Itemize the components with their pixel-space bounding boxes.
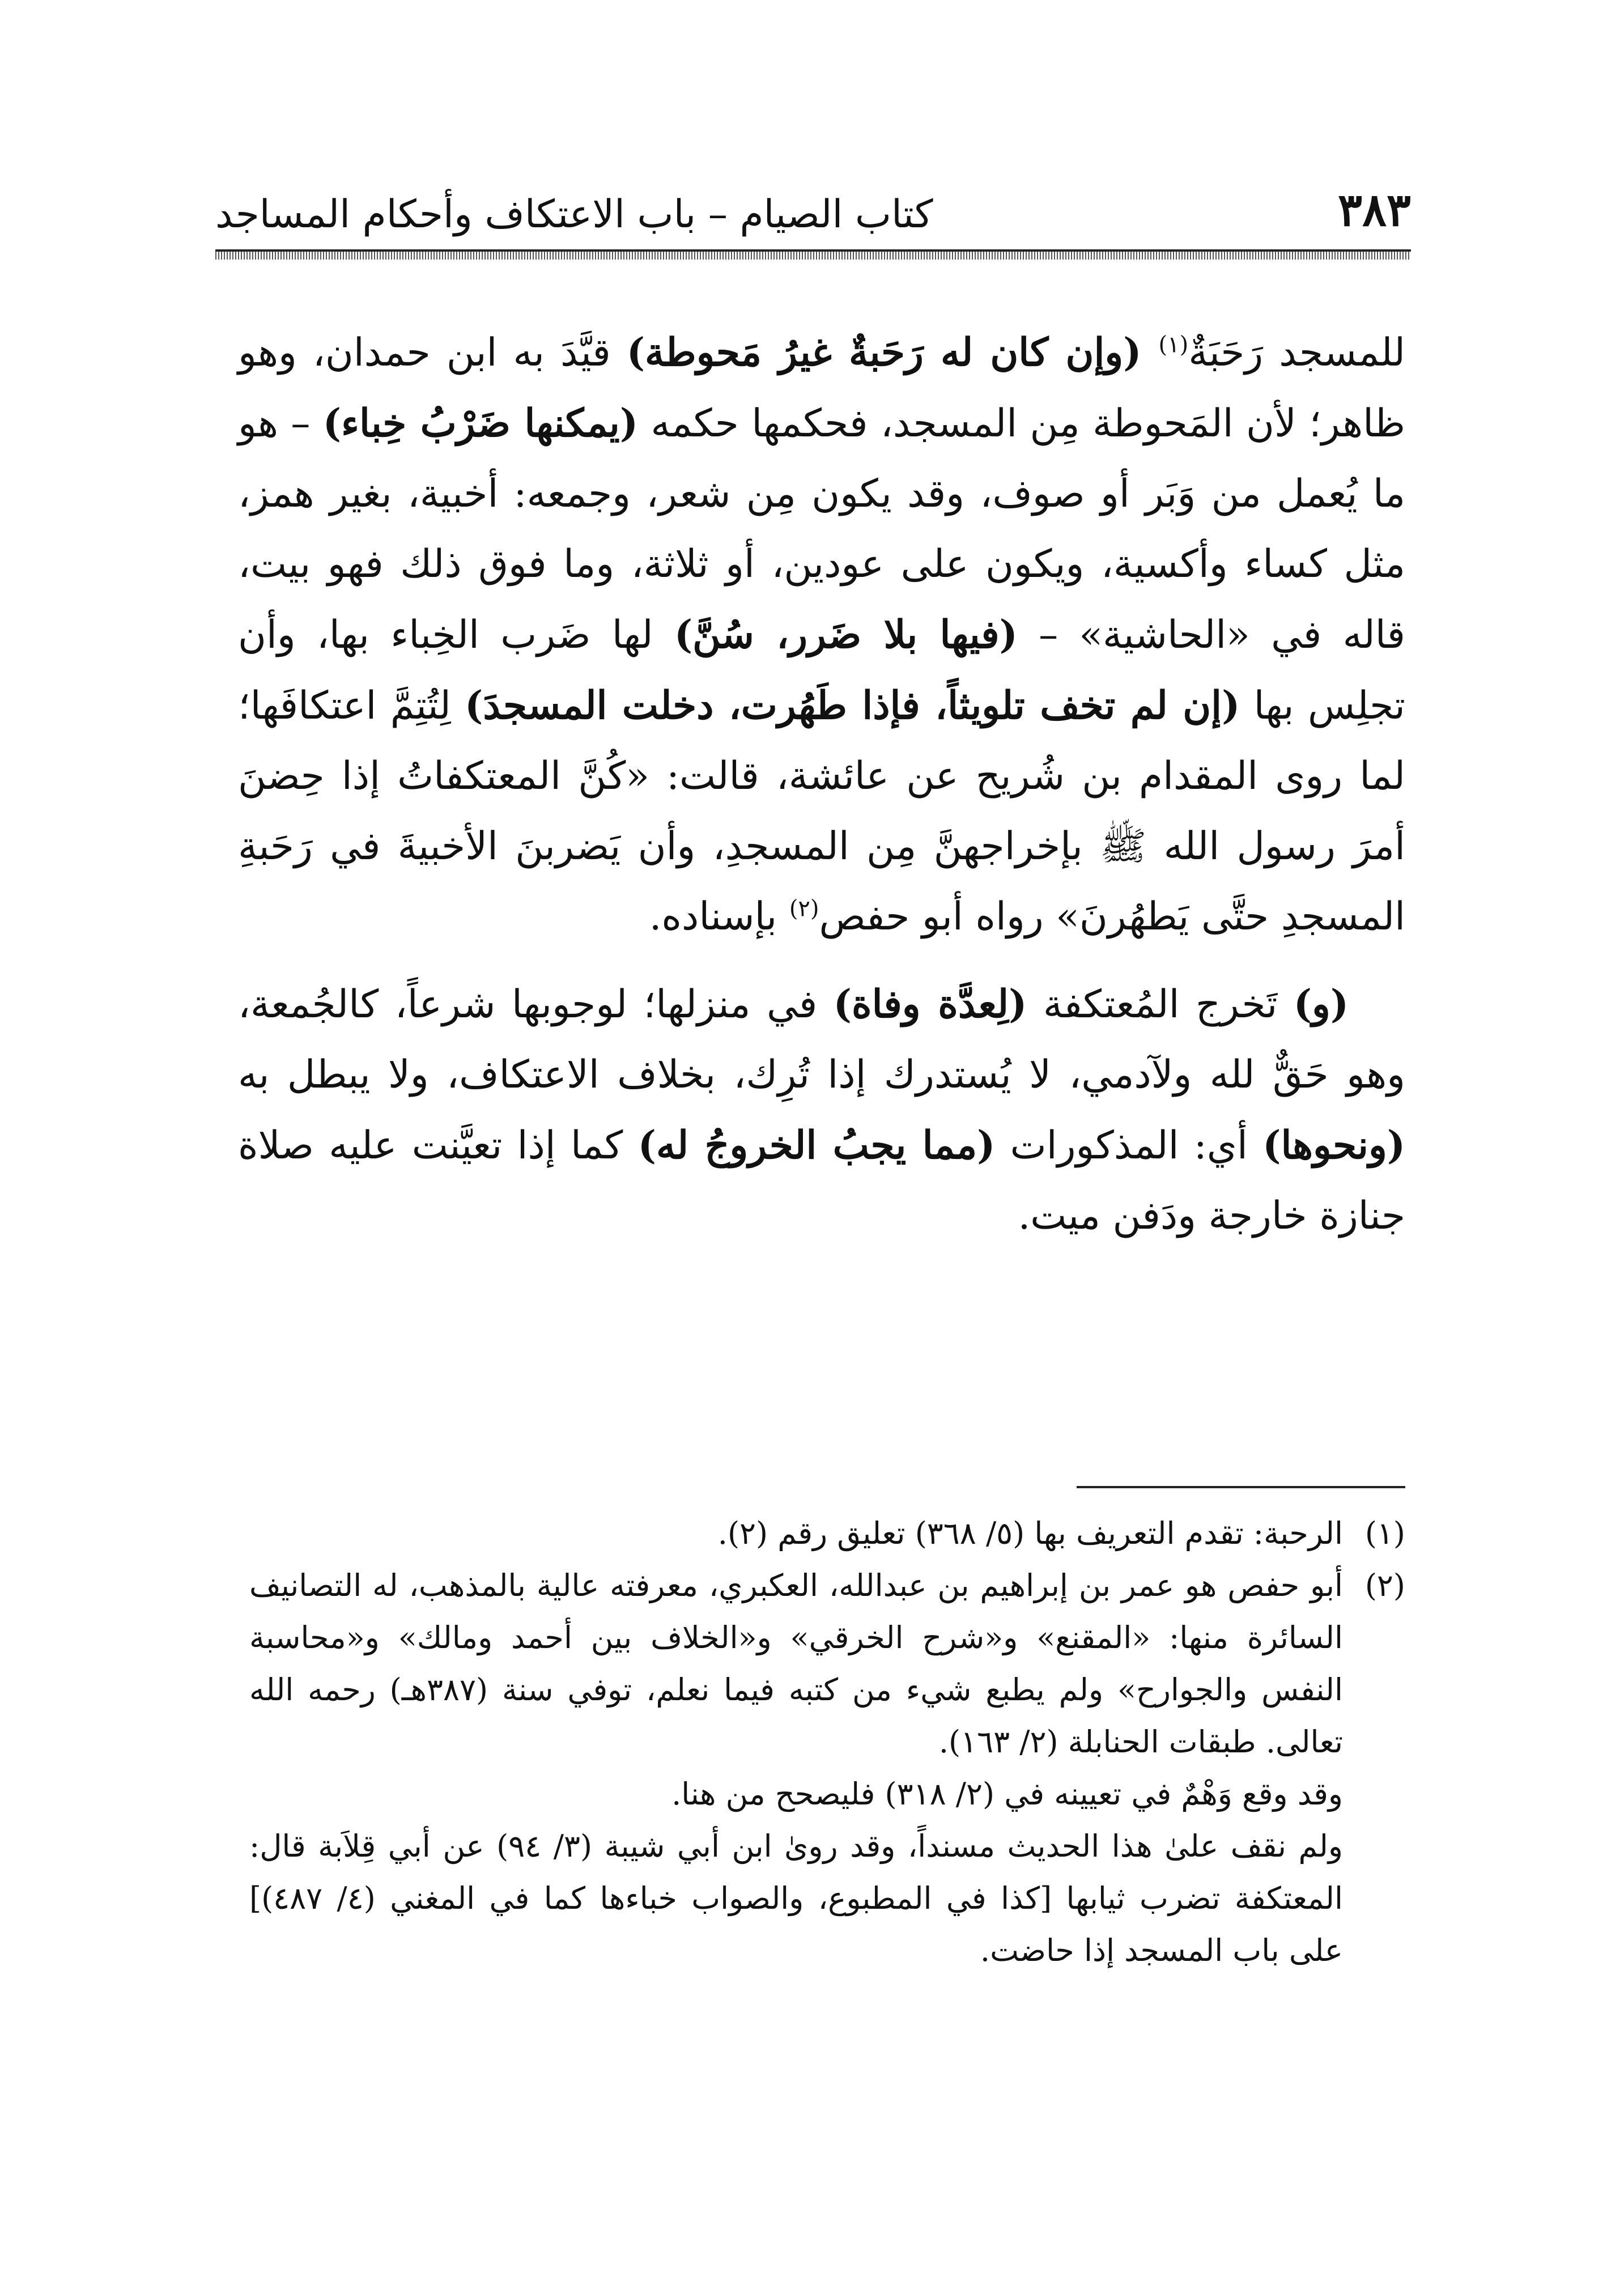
page-number: ٣٨٣ <box>1338 183 1411 236</box>
matn-bold-text: (و) <box>1293 982 1349 1027</box>
commentary-text: تَخرج المُعتكفة <box>1027 982 1294 1027</box>
footnote-number: (١) <box>1364 1515 1405 1551</box>
footnote-text: الرحبة: تقدم التعريف بها (٥/ ٣٦٨) تعليق رقم (٢). <box>717 1515 1343 1551</box>
commentary-text: قيَّدَ به ابن حمدان، وهو ظاهر؛ لأن المَحوطة مِن المسجد، فحكمها حكمه <box>238 330 1406 446</box>
page-header <box>215 170 1411 249</box>
footnote-text: أبو حفص هو عمر بن إبراهيم بن عبدالله، العكبري، معرفته عالية بالمذهب، له التصانيف السائرة منها: «المقنع» و«شرح الخرقي» و«الخلاف بين أحمد ومالك» و«محاسبة النفس والجوارح» ولم يطبع شيء من كتبه فيما نعلم، توفي سنة (٣٨٧هـ) رحمه الله تعالى. طبقات الحنابلة (٢/ ١٦٣). <box>249 1568 1343 1760</box>
paragraph-1 <box>238 317 1405 952</box>
matn-bold-text: (وإن كان له رَحَبةٌ غيرُ مَحوطة) <box>626 330 1159 375</box>
matn-bold-text: (يمكنها ضَرْبُ خِباء) <box>322 401 639 446</box>
matn-bold-text: (ونحوها) <box>1262 1123 1405 1168</box>
footnotes <box>249 1508 1405 1977</box>
commentary-text: في منزلها؛ لوجوبها شرعاً، كالجُمعة، وهو حَقٌّ لله ولآدمي، لا يُستدرك إذا تُرِك، بخلاف الاعتكاف، ولا يبطل به <box>238 982 1405 1097</box>
footnote <box>249 1508 1405 1560</box>
footnote-separator <box>1077 1486 1405 1488</box>
header-rule <box>215 249 1411 260</box>
commentary-text: كما إذا تعيَّنت عليه صلاة جنازة خارجة ودَفن ميت. <box>238 1123 1405 1238</box>
paragraph-2 <box>238 969 1405 1251</box>
commentary-text: أي: المذكورات <box>995 1123 1263 1168</box>
commentary-text: – هو ما يُعمل من وَبَر أو صوف، وقد يكون مِن شعر، وجمعه: أخبية، بغير همز، مثل كساء وأكسية، ويكون على عودين، أو ثلاثة، وما فوق ذلك فهو بيت، قاله في «الحاشية» – <box>238 401 1406 657</box>
commentary-text: بإسناده. <box>649 894 789 939</box>
footnote-marker: (٢) <box>789 895 819 922</box>
matn-bold-text: (مما يجبُ الخروجُ له) <box>637 1123 996 1168</box>
footnote-text: ولم نقف علىٰ هذا الحديث مسنداً، وقد روىٰ ابن أبي شيبة (٣/ ٩٤) عن أبي قِلاَبة قال: المعتكفة تضرب ثيابها [كذا في المطبوع، والصواب خباءها كما في المغني (٤/ ٤٨٧)] على باب المسجد إذا حاضت. <box>249 1828 1344 1968</box>
footnote-number: (٢) <box>1364 1568 1405 1603</box>
matn-bold-text: (فيها بلا ضَرر، سُنَّ) <box>674 612 1018 657</box>
main-text <box>238 317 1405 1251</box>
commentary-text: للمسجد رَحَبَةٌ <box>1188 330 1405 375</box>
footnote-marker: (١) <box>1158 332 1189 358</box>
running-title: كتاب الصيام – باب الاعتكاف وأحكام المساجد <box>215 192 933 237</box>
matn-bold-text: (لِعدَّة وفاة) <box>833 982 1027 1027</box>
matn-bold-text: (إن لم تخف تلويثاً، فإذا طَهُرت، دخلت المسجدَ) <box>465 683 1240 728</box>
commentary-text: لها ضَرب الخِباء بها، وأن تجلِس بها <box>238 613 1405 728</box>
footnote-text: وقد وقع وَهْمٌ في تعيينه في (٢/ ٣١٨) فليصحح من هنا. <box>671 1776 1343 1812</box>
commentary-text: لِتُتِمَّ اعتكافَها؛ لما روى المقدام بن شُريح عن عائشة، قالت: «كُنَّ المعتكفاتُ إذا حِضنَ أمرَ رسول الله ﷺ بإخراجهنَّ مِن المسجدِ، وأن يَضربنَ الأخبيةَ في رَحَبةِ المسجدِ حتَّى يَطهُرنَ» رواه أبو حفص <box>238 683 1405 939</box>
footnote <box>249 1560 1405 1977</box>
